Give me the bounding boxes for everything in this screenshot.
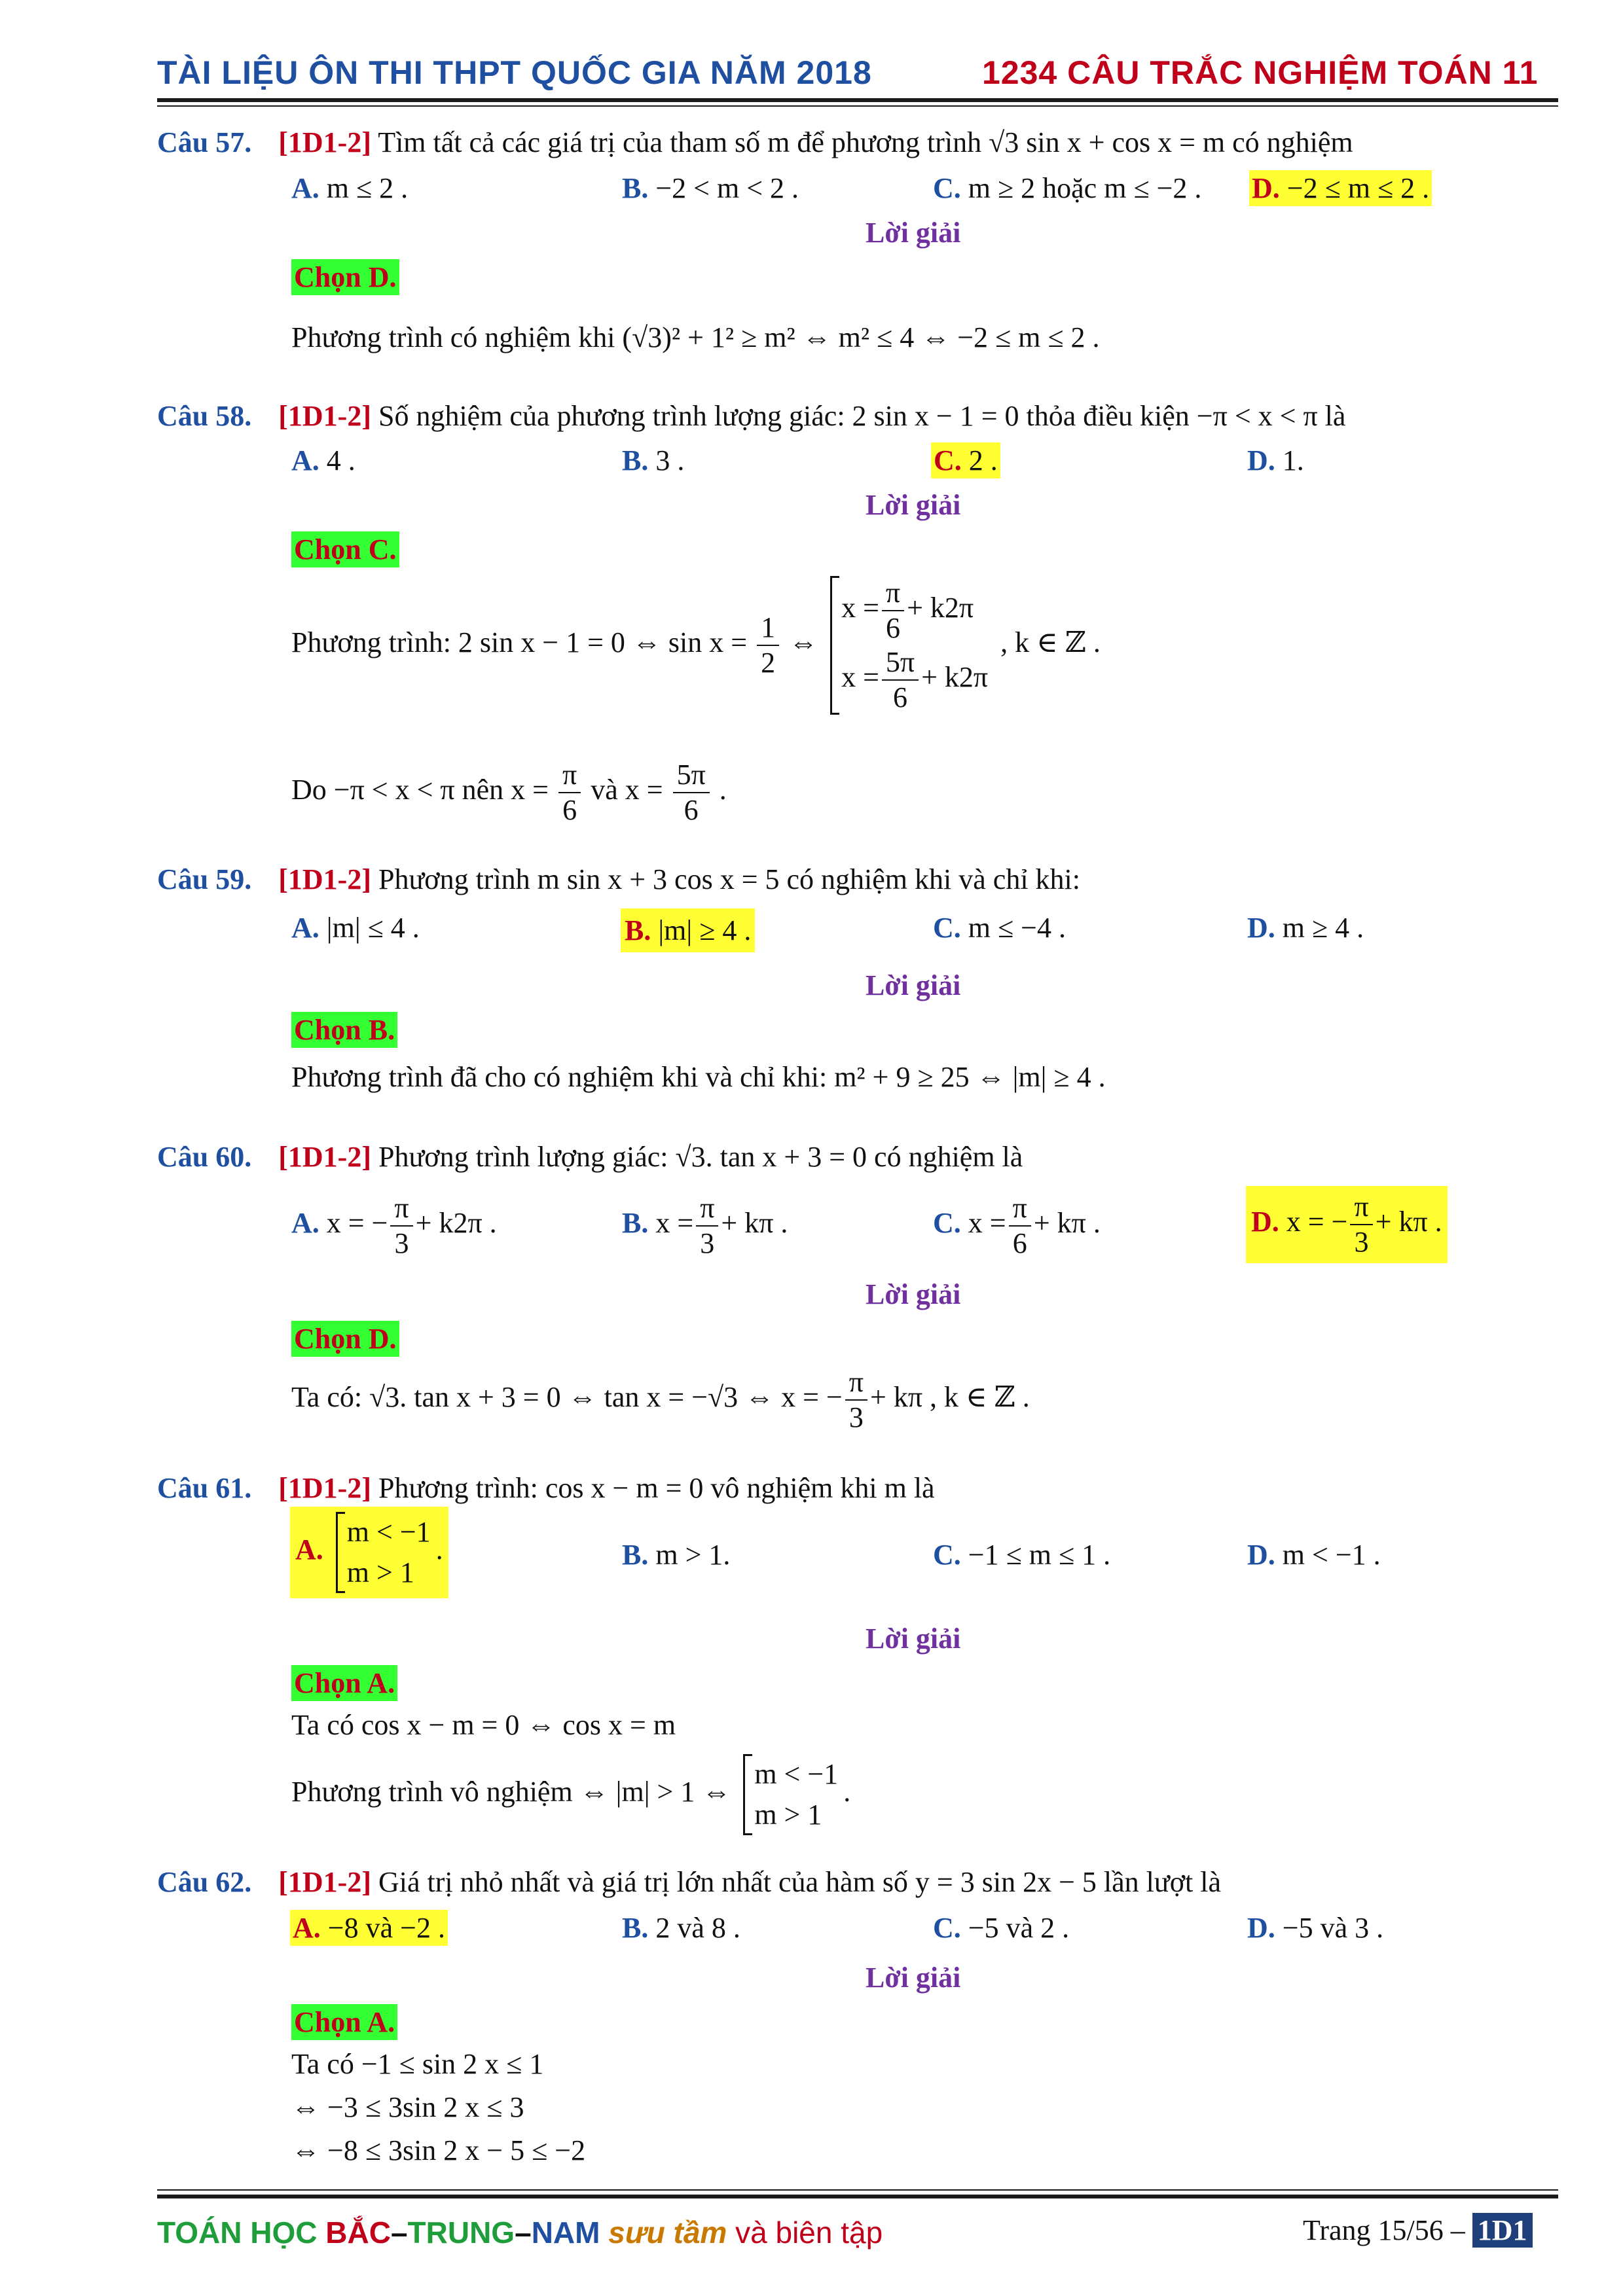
footer-divider (157, 2195, 1558, 2198)
option-b-correct: B. |m| ≥ 4 . (621, 908, 755, 952)
solution-equation: Phương trình: 2 sin x − 1 = 0 ⇔ sin x = $\frac{1}{2}$ ⇔ x = $\frac{\pi}{6}$ + k2π x = $\frac{5\pi}{6}$ + k2π , k ∈ ℤ . (291, 577, 1101, 713)
solution-heading: Lời giải (866, 1962, 961, 1994)
question-text: Tìm tất cả các giá trị của tham số m để phương trình √3 sin x + cos x = m có nghiệm (378, 126, 1353, 158)
option-c: C. x = $\frac{\pi}{6}$ + kπ . (933, 1192, 1101, 1259)
header-divider (157, 98, 1558, 102)
option-a: A. x = − $\frac{\pi}{3}$ + k2π . (291, 1192, 497, 1259)
solution-heading: Lời giải (866, 489, 961, 521)
solution-text: ⇔ −8 ≤ 3sin 2 x − 5 ≤ −2 (291, 2134, 586, 2166)
option-a: A. 4 . (291, 444, 356, 476)
option-d-correct: D. −2 ≤ m ≤ 2 . (1249, 170, 1432, 206)
footer-divider-thin (157, 2189, 1558, 2191)
option-d: D. −5 và 3 . (1247, 1912, 1384, 1944)
option-a: A. m ≤ 2 . (291, 172, 409, 204)
footer-brand: TOÁN HỌC BẮC–TRUNG–NAM sưu tầm và biên tập (157, 2215, 883, 2250)
solution-text: Ta có: √3. tan x + 3 = 0 ⇔ tan x = −√3 ⇔ x = − $\frac{\pi}{3}$ + kπ , k ∈ ℤ . (291, 1366, 1030, 1433)
header-right: 1234 CÂU TRẮC NGHIỆM TOÁN 11 (982, 54, 1539, 91)
option-d-correct: D. x = − $\frac{\pi}{3}$ + kπ . (1246, 1186, 1448, 1263)
chapter-badge: 1D1 (1472, 2213, 1533, 2248)
option-c-correct: C. 2 . (931, 442, 1000, 478)
solution-heading: Lời giải (866, 217, 961, 249)
option-b: B. 2 và 8 . (622, 1912, 740, 1944)
option-a-correct: A. m < −1 m > 1 . (290, 1507, 448, 1598)
solution-text: Phương trình vô nghiệm ⇔ |m| > 1 ⇔ m < −1 m > 1 . (291, 1754, 850, 1835)
solution-text: Phương trình đã cho có nghiệm khi và chỉ khi: m² + 9 ≥ 25 ⇔ |m| ≥ 4 . (291, 1061, 1106, 1093)
answer-choice: Chọn C. (291, 531, 399, 567)
solution-heading: Lời giải (866, 1278, 961, 1310)
question-60: Câu 60. [1D1-2] Phương trình lượng giác: √3. tan x + 3 = 0 có nghiệm là (157, 1141, 1023, 1173)
solution-text: ⇔ −3 ≤ 3sin 2 x ≤ 3 (291, 2091, 524, 2123)
option-b: B. m > 1. (622, 1539, 731, 1571)
question-58: Câu 58. [1D1-2] Số nghiệm của phương trình lượng giác: 2 sin x − 1 = 0 thỏa điều kiện −π < x < π là (157, 400, 1346, 432)
option-d: D. 1. (1247, 444, 1304, 476)
header-left: TÀI LIỆU ÔN THI THPT QUỐC GIA NĂM 2018 (157, 54, 872, 91)
question-number: Câu 57. (157, 126, 252, 158)
solution-heading: Lời giải (866, 969, 961, 1001)
answer-choice: Chọn A. (291, 1665, 397, 1701)
option-c: C. −1 ≤ m ≤ 1 . (933, 1539, 1111, 1571)
question-62: Câu 62. [1D1-2] Giá trị nhỏ nhất và giá trị lớn nhất của hàm số y = 3 sin 2x − 5 lần lượt là (157, 1866, 1221, 1898)
option-a-correct: A. −8 và −2 . (290, 1910, 448, 1946)
question-61: Câu 61. [1D1-2] Phương trình: cos x − m = 0 vô nghiệm khi m là (157, 1472, 935, 1504)
solution-text: Ta có cos x − m = 0 ⇔ cos x = m (291, 1709, 676, 1741)
solution-conclusion: Do −π < x < π nên x = $\frac{\pi}{6}$ và x = $\frac{5\pi}{6}$ . (291, 759, 727, 826)
solution-heading: Lời giải (866, 1623, 961, 1655)
header-divider-thin (157, 105, 1558, 107)
option-c: C. m ≤ −4 . (933, 912, 1066, 944)
answer-choice: Chọn B. (291, 1012, 397, 1048)
question-tag: [1D1-2] (278, 126, 371, 158)
solution-text: Ta có −1 ≤ sin 2 x ≤ 1 (291, 2048, 544, 2080)
question-57 (157, 126, 1353, 159)
option-a: A. |m| ≤ 4 . (291, 912, 420, 944)
option-b: B. x = $\frac{\pi}{3}$ + kπ . (622, 1192, 788, 1259)
option-c: C. m ≥ 2 hoặc m ≤ −2 . (933, 172, 1202, 204)
option-d: D. m ≥ 4 . (1247, 912, 1364, 944)
question-59: Câu 59. [1D1-2] Phương trình m sin x + 3 cos x = 5 có nghiệm khi và chỉ khi: (157, 863, 1080, 895)
answer-choice: Chọn D. (291, 1321, 399, 1357)
solution-text: Phương trình có nghiệm khi (√3)² + 1² ≥ m² ⇔ m² ≤ 4 ⇔ −2 ≤ m ≤ 2 . (291, 321, 1100, 353)
option-d: D. m < −1 . (1247, 1539, 1381, 1571)
option-c: C. −5 và 2 . (933, 1912, 1070, 1944)
answer-choice: Chọn A. (291, 2004, 397, 2040)
option-b: B. 3 . (622, 444, 685, 476)
option-b: B. −2 < m < 2 . (622, 172, 799, 204)
page-number: Trang 15/56 – 1D1 (1303, 2214, 1533, 2247)
answer-choice: Chọn D. (291, 259, 399, 295)
